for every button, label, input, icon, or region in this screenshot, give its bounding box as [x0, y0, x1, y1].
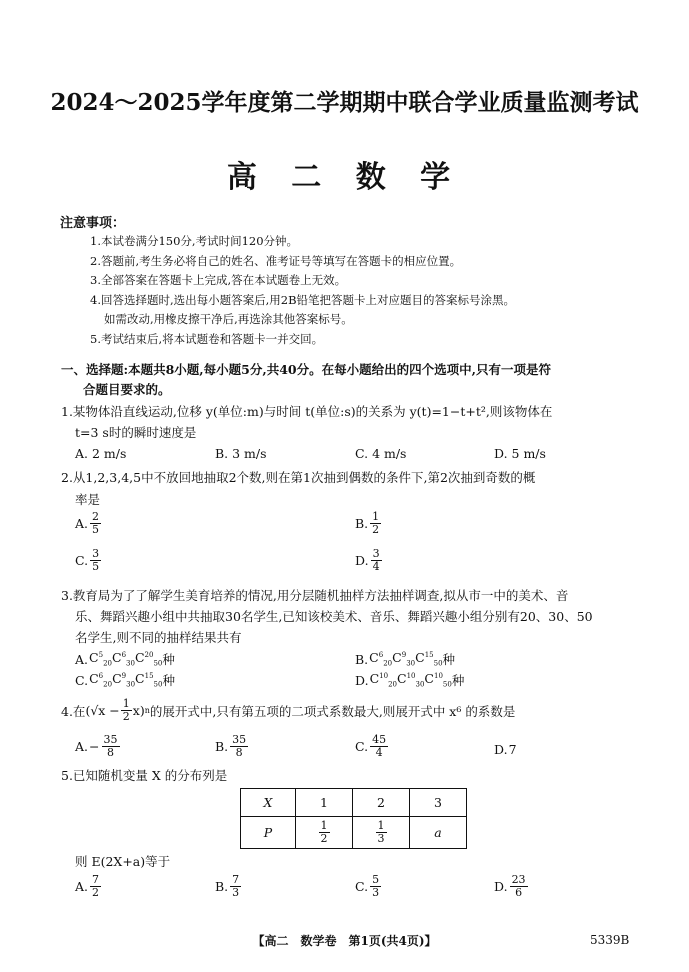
numerator: 23: [511, 873, 526, 886]
q3-option-d[interactable]: [355, 671, 464, 689]
notice-item: 4.回答选择题时,选出每小题答案后,用2B铅笔把答题卡上对应题目的答案标号涂黑。: [90, 292, 516, 307]
fraction: [510, 874, 528, 899]
option-label: D.: [355, 672, 369, 688]
numerator: 35: [103, 733, 118, 746]
option-label: C.: [355, 739, 369, 754]
unit: 种: [442, 652, 456, 667]
notice-heading: 注意事项：: [60, 216, 126, 231]
numerator: 35: [232, 733, 247, 746]
question-3-stem-cont: 名学生,则不同的抽样结果共有: [75, 630, 242, 645]
denominator: 3: [377, 832, 385, 845]
unit: 种: [162, 652, 175, 667]
fraction: [102, 734, 120, 759]
q3-option-a[interactable]: [75, 650, 175, 668]
denominator: 2: [92, 886, 100, 899]
denominator: 8: [107, 746, 114, 759]
combination: $C^6_{20}$: [89, 671, 113, 689]
q2-option-d[interactable]: [355, 548, 383, 573]
option-label: B.: [355, 516, 369, 531]
question-5-stem-cont: 则 E(2X+a)等于: [75, 854, 171, 869]
option-label: A.: [75, 739, 89, 754]
notice-item: 1.本试卷满分150分,考试时间120分钟。: [90, 234, 299, 248]
question-3-stem: 3.教育局为了了解学生美育培养的情况,用分层随机抽样方法抽样调查,拟从市一中的美术、音: [61, 588, 569, 603]
combination: $C^{10}_{50}$: [424, 671, 452, 689]
option-label: B.: [215, 879, 229, 894]
combination: $C^{15}_{50}$: [415, 650, 443, 668]
section-line: 一、选择题:本题共8小题,每小题5分,共40分。在每小题给出的四个选项中,只有一项是符: [61, 362, 551, 377]
option-value: 7: [508, 742, 517, 757]
q5-option-b[interactable]: [215, 874, 242, 899]
combination: $C^{10}_{20}$: [369, 671, 397, 689]
fraction: [370, 874, 381, 899]
combination: $C^{15}_{50}$: [135, 671, 163, 689]
q3-option-b[interactable]: [355, 650, 455, 668]
numerator: 1: [377, 819, 385, 832]
denominator: 5: [92, 560, 100, 573]
option-label: A.: [75, 651, 89, 667]
denominator: 4: [375, 746, 383, 759]
option-label: A.: [75, 879, 89, 894]
table-header-cell: 1: [296, 789, 353, 817]
denominator: 5: [92, 523, 100, 536]
combination: $C^{10}_{30}$: [396, 671, 425, 689]
denominator: 3: [232, 886, 240, 899]
fraction: [230, 734, 248, 759]
unit: 种: [451, 673, 465, 688]
fraction: [370, 511, 381, 536]
q4-suffix: 的展开式中,只有第五项的二项式系数最大,则展开式中 x⁶ 的系数是: [149, 703, 516, 719]
table-row-label: P: [241, 817, 296, 849]
section-heading: [61, 360, 641, 400]
q4-expr-close: x): [132, 703, 145, 718]
question-1-stem: 1.某物体沿直线运动,位移 y(单位:m)与时间 t(单位:s)的关系为 y(t)=1−t+t²,则该物体在: [61, 404, 553, 419]
numerator: 7: [232, 873, 240, 886]
option-label: A.: [75, 516, 89, 531]
q1-option-d[interactable]: D. 5 m/s: [494, 446, 546, 461]
q5-option-d[interactable]: [494, 874, 529, 899]
table-header-cell: 3: [410, 789, 467, 817]
question-1-stem-cont: t=3 s时的瞬时速度是: [75, 425, 197, 440]
denominator: 2: [320, 832, 328, 845]
option-label: B.: [355, 651, 369, 667]
denominator: 8: [235, 746, 243, 759]
option-label: D.: [494, 879, 508, 894]
q4-option-c[interactable]: [355, 734, 389, 759]
minus-sign: −: [89, 739, 100, 754]
page-footer: 【高二 数学卷 第1页(共4页)】: [252, 934, 437, 948]
fraction: [121, 698, 132, 723]
combination: $C^6_{30}$: [111, 650, 135, 668]
option-label: C.: [75, 553, 89, 568]
combination: $C^6_{20}$: [369, 650, 393, 668]
numerator: 2: [92, 510, 100, 523]
table-header-cell: 2: [353, 789, 410, 817]
table-header-cell: X: [241, 789, 296, 817]
combination: $C^{20}_{50}$: [134, 650, 163, 668]
notice-list: [90, 232, 515, 350]
numerator: 1: [122, 697, 130, 710]
exam-title: 2024～2025学年度第二学期期中联合学业质量监测考试: [50, 89, 639, 116]
combination: $C^5_{20}$: [89, 650, 112, 668]
question-4-stem: [61, 698, 515, 723]
q5-option-a[interactable]: [75, 874, 102, 899]
question-2-stem-cont: 率是: [75, 492, 101, 507]
notice-item-continued: 如需改动,用橡皮擦干净后,再选涂其他答案标号。: [104, 312, 353, 327]
denominator: 2: [372, 523, 380, 536]
denominator: 6: [515, 886, 523, 899]
option-label: D.: [355, 553, 369, 568]
unit: 种: [162, 673, 175, 688]
numerator: 3: [372, 547, 380, 560]
denominator: 3: [372, 886, 380, 899]
q2-option-c[interactable]: [75, 548, 102, 573]
paper-code: 5339B: [590, 933, 630, 947]
combination: $C^9_{30}$: [112, 671, 136, 689]
question-5-stem: 5.已知随机变量 X 的分布列是: [61, 768, 228, 783]
fraction: [230, 874, 241, 899]
table-cell: a: [410, 817, 467, 849]
option-label: D.: [494, 742, 508, 757]
q1-option-c[interactable]: C. 4 m/s: [355, 446, 407, 461]
q5-option-c[interactable]: [355, 874, 382, 899]
q1-option-b[interactable]: B. 3 m/s: [215, 446, 267, 461]
question-2-stem: 2.从1,2,3,4,5中不放回地抽取2个数,则在第1次抽到偶数的条件下,第2次抽到奇数的概: [61, 470, 536, 485]
q4-option-a[interactable]: [75, 734, 121, 759]
fraction: [90, 874, 101, 899]
subject-title: 高 二 数 学: [226, 160, 463, 195]
denominator: 2: [122, 710, 130, 723]
numerator: 1: [320, 819, 328, 832]
q4-exponent: n: [144, 706, 150, 715]
fraction: [90, 511, 101, 536]
fraction: [371, 548, 382, 573]
notice-item: 5.考试结束后,将本试题卷和答题卡一并交回。: [90, 331, 324, 346]
option-label: B.: [215, 739, 229, 754]
table-cell: [353, 817, 410, 849]
q3-option-c[interactable]: [75, 671, 175, 689]
combination: $C^9_{30}$: [392, 650, 416, 668]
q4-option-d[interactable]: [494, 742, 517, 757]
option-label: C.: [75, 672, 89, 688]
notice-item: 2.答题前,考生务必将自己的姓名、准考证号等填写在答题卡的相应位置。: [90, 253, 462, 268]
numerator: 3: [92, 547, 100, 560]
notice-item: 3.全部答案在答题卡上完成,答在本试题卷上无效。: [90, 273, 347, 288]
numerator: 7: [92, 873, 100, 886]
q1-option-a[interactable]: A. 2 m/s: [75, 446, 127, 461]
q4-prefix: 4.在: [61, 703, 86, 719]
numerator: 1: [372, 510, 380, 523]
table-cell: [296, 817, 353, 849]
q2-option-b[interactable]: [355, 511, 382, 536]
q2-option-a[interactable]: [75, 511, 102, 536]
fraction: [370, 734, 388, 759]
section-line: 合题目要求的。: [83, 382, 171, 397]
q4-expr-open: (√x −: [85, 703, 120, 718]
q4-option-b[interactable]: [215, 734, 249, 759]
denominator: 4: [372, 560, 380, 573]
numerator: 45: [372, 733, 387, 746]
option-label: C.: [355, 879, 369, 894]
fraction: [90, 548, 101, 573]
distribution-table: [240, 788, 467, 849]
numerator: 5: [372, 873, 380, 886]
question-3-stem-cont: 乐、舞蹈兴趣小组中共抽取30名学生,已知该校美术、音乐、舞蹈兴趣小组分别有20、30、50: [75, 609, 593, 624]
